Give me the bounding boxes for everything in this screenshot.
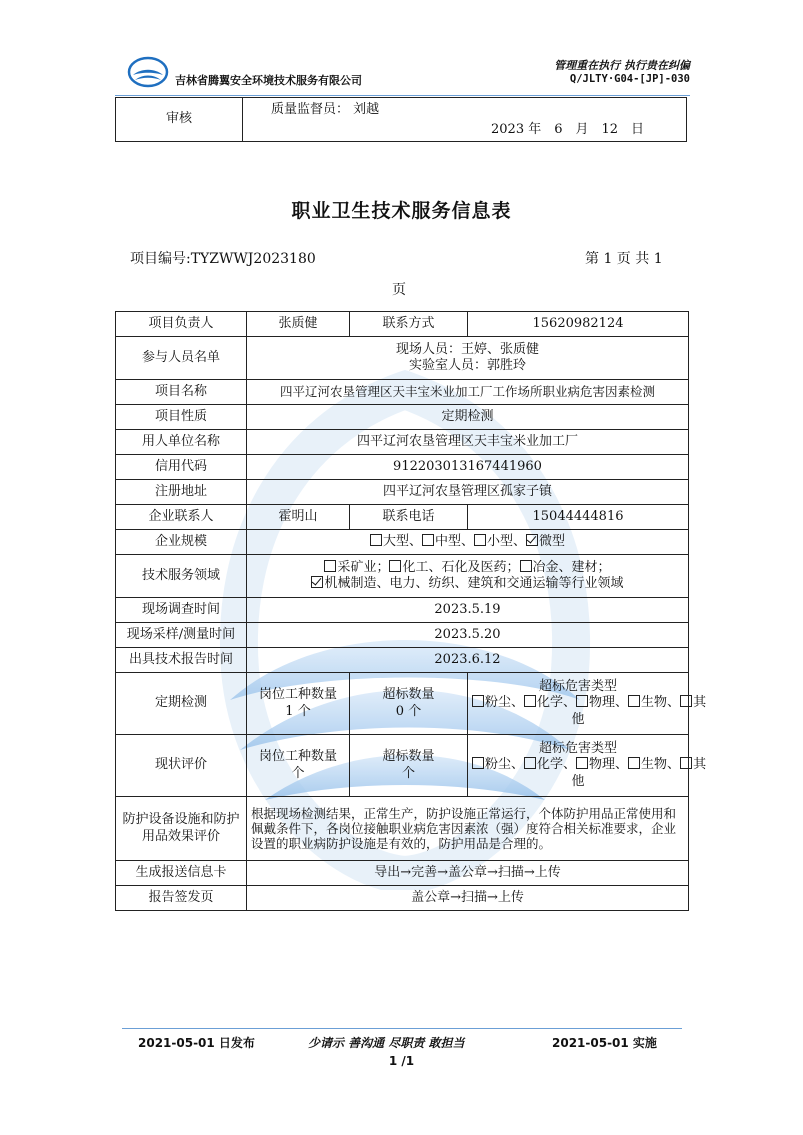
- field-option-mining: 采矿业；: [337, 559, 390, 575]
- survey-label: 现场调查时间: [116, 598, 247, 623]
- periodic-posts-value: 1 个: [285, 703, 311, 719]
- scale-option-small: 小型、: [487, 533, 527, 549]
- enterprise-contact-label: 企业联系人: [116, 505, 247, 530]
- checkbox-chemistry[interactable]: [524, 757, 536, 769]
- footer-slogan: 少请示 善沟通 尽职责 敢担当: [308, 1036, 465, 1050]
- field-option-metallurgy: 冶金、建材；: [532, 559, 611, 575]
- checkbox-mining[interactable]: [324, 560, 336, 572]
- report-label: 出具技术报告时间: [116, 648, 247, 673]
- hazard-physics: 物理、: [589, 695, 629, 711]
- participants-lab: 实验室人员：郭胜玲: [408, 358, 526, 373]
- review-table: [115, 97, 687, 142]
- hazard-tail: 他: [571, 711, 585, 727]
- checkbox-biology[interactable]: [628, 695, 640, 707]
- checkbox-medium[interactable]: [422, 534, 434, 546]
- scale-option-micro: 微型: [539, 533, 566, 549]
- hazard-chemistry: 化学、: [537, 695, 577, 711]
- field-option-chemical: 化工、石化及医药；: [402, 559, 520, 575]
- header-slogan: 管理重在执行 执行贵在纠偏: [554, 59, 690, 72]
- table-row: [116, 598, 689, 623]
- periodic-exceed-label: 超标数量: [382, 687, 435, 703]
- table-row: [116, 380, 689, 405]
- table-row: [116, 555, 689, 598]
- sampling-date: 2023.5.20: [247, 623, 689, 648]
- checkbox-biology[interactable]: [628, 757, 640, 769]
- employer-label: 用人单位名称: [116, 430, 247, 455]
- sign-page-flow: 盖公章→扫描→上传: [247, 886, 689, 911]
- participants-label: 参与人员名单: [116, 337, 247, 380]
- field-options: [247, 555, 689, 598]
- project-name-value: 四平辽河农垦管理区天丰宝米业加工厂工作场所职业病危害因素检测: [247, 380, 689, 405]
- hazard-tail: 他: [571, 773, 585, 789]
- quality-supervisor: 质量监督员： 刘越: [271, 102, 380, 117]
- service-info-table: [115, 311, 707, 911]
- table-row: [116, 861, 689, 886]
- table-row: [116, 530, 689, 555]
- status-exceed-value: 个: [401, 765, 415, 781]
- checkbox-micro[interactable]: [526, 534, 538, 546]
- sampling-label: 现场采样/测量时间: [116, 623, 247, 648]
- status-exceed: [350, 735, 468, 797]
- document-code: Q/JLTY·G04-[JP]-030: [569, 73, 690, 85]
- hazard-dust: 粉尘、: [485, 695, 525, 711]
- company-name: 吉林省腾翼安全环境技术服务有限公司: [175, 74, 362, 87]
- periodic-exceed-value: 0 个: [395, 703, 422, 719]
- checkbox-physics[interactable]: [576, 757, 588, 769]
- employer-value: 四平辽河农垦管理区天丰宝米业加工厂: [247, 430, 689, 455]
- participants-value: [247, 337, 689, 380]
- hazard-chemistry: 化学、: [537, 757, 577, 773]
- report-date: 2023.6.12: [247, 648, 689, 673]
- table-row: [116, 886, 689, 911]
- review-label: 审核: [116, 98, 243, 142]
- checkbox-physics[interactable]: [576, 695, 588, 707]
- status-label: 现状评价: [116, 735, 247, 797]
- company-logo-icon: [127, 56, 169, 88]
- scale-option-large: 大型、: [382, 533, 422, 549]
- scale-option-medium: 中型、: [434, 533, 474, 549]
- checkbox-other[interactable]: [680, 695, 692, 707]
- protection-label: 防护设备设施和防护用品效果评价: [116, 797, 247, 861]
- table-row: [116, 797, 689, 861]
- table-row: [116, 505, 689, 530]
- checkbox-small[interactable]: [474, 534, 486, 546]
- info-card-label: 生成报送信息卡: [116, 861, 247, 886]
- footer-divider: [122, 1028, 682, 1029]
- address-value: 四平辽河农垦管理区孤家子镇: [247, 480, 689, 505]
- enterprise-phone-value: 15044444816: [468, 505, 689, 530]
- project-number: 项目编号:TYZWWJ2023180: [130, 251, 316, 267]
- checkbox-chemical[interactable]: [389, 560, 401, 572]
- page-number: 1 /1: [388, 1054, 415, 1068]
- credit-value: 912203013167441960: [247, 455, 689, 480]
- sign-page-label: 报告签发页: [116, 886, 247, 911]
- hazard-physics: 物理、: [589, 757, 629, 773]
- periodic-posts-label: 岗位工种数量: [258, 687, 337, 703]
- hazard-other: 其: [693, 757, 707, 773]
- table-row: [116, 648, 689, 673]
- review-content: [243, 98, 687, 142]
- table-row: [116, 623, 689, 648]
- page-header: [115, 52, 690, 92]
- scale-options: [247, 530, 689, 555]
- project-nature-value: 定期检测: [247, 405, 689, 430]
- status-exceed-label: 超标数量: [382, 749, 435, 765]
- table-row: [116, 337, 689, 380]
- header-divider: [115, 95, 690, 96]
- periodic-label: 定期检测: [116, 673, 247, 735]
- checkbox-machinery[interactable]: [311, 576, 323, 588]
- field-option-machinery: 机械制造、电力、纺织、建筑和交通运输等行业领域: [324, 576, 624, 591]
- checkbox-dust[interactable]: [472, 757, 484, 769]
- participants-site: 现场人员：王婷、张质健: [395, 341, 539, 357]
- periodic-posts: [247, 673, 350, 735]
- periodic-exceed: [350, 673, 468, 735]
- table-row: [116, 735, 689, 797]
- table-row: [116, 455, 689, 480]
- table-row: [116, 430, 689, 455]
- hazard-biology: 生物、: [641, 695, 681, 711]
- contact-label: 联系方式: [350, 312, 468, 337]
- leader-label: 项目负责人: [116, 312, 247, 337]
- protection-text: 根据现场检测结果，正常生产，防护设施正常运行，个体防护用品正常使用和佩戴条件下，各岗位接触职业病危害因素浓（强）度符合相关标准要求，企业设置的职业病防护设施是有效的，防护用品是合理的。: [247, 797, 689, 861]
- hazard-dust: 粉尘、: [485, 757, 525, 773]
- hazard-type-label: 超标危害类型: [538, 679, 617, 695]
- status-posts-label: 岗位工种数量: [258, 749, 337, 765]
- page-title: 职业卫生技术服务信息表: [291, 200, 512, 222]
- table-row: [116, 480, 689, 505]
- enterprise-contact-value: 霍明山: [247, 505, 350, 530]
- status-hazard-types: [468, 735, 707, 797]
- project-name-label: 项目名称: [116, 380, 247, 405]
- credit-label: 信用代码: [116, 455, 247, 480]
- implement-date: 2021-05-01 实施: [552, 1036, 657, 1050]
- status-posts-value: 个: [291, 765, 305, 781]
- contact-value: 15620982124: [468, 312, 689, 337]
- periodic-hazard-types: [468, 673, 707, 735]
- survey-date: 2023.5.19: [247, 598, 689, 623]
- leader-value: 张质健: [247, 312, 350, 337]
- hazard-biology: 生物、: [641, 757, 681, 773]
- release-date: 2021-05-01 日发布: [138, 1036, 255, 1050]
- project-nature-label: 项目性质: [116, 405, 247, 430]
- checkbox-chemistry[interactable]: [524, 695, 536, 707]
- hazard-type-label: 超标危害类型: [538, 741, 617, 757]
- enterprise-phone-label: 联系电话: [350, 505, 468, 530]
- address-label: 注册地址: [116, 480, 247, 505]
- scale-label: 企业规模: [116, 530, 247, 555]
- table-row: [116, 673, 689, 735]
- table-row: [116, 312, 689, 337]
- review-date: 2023 年 6 月 12 日: [491, 122, 645, 137]
- page-info: 第 1 页 共 1: [585, 251, 663, 267]
- checkbox-dust[interactable]: [472, 695, 484, 707]
- page-info-continued: 页: [392, 282, 406, 298]
- checkbox-other[interactable]: [680, 757, 692, 769]
- hazard-other: 其: [693, 695, 707, 711]
- field-label: 技术服务领域: [116, 555, 247, 598]
- table-row: [116, 405, 689, 430]
- checkbox-metallurgy[interactable]: [520, 560, 532, 572]
- info-card-flow: 导出→完善→盖公章→扫描→上传: [247, 861, 689, 886]
- status-posts: [247, 735, 350, 797]
- checkbox-large[interactable]: [370, 534, 382, 546]
